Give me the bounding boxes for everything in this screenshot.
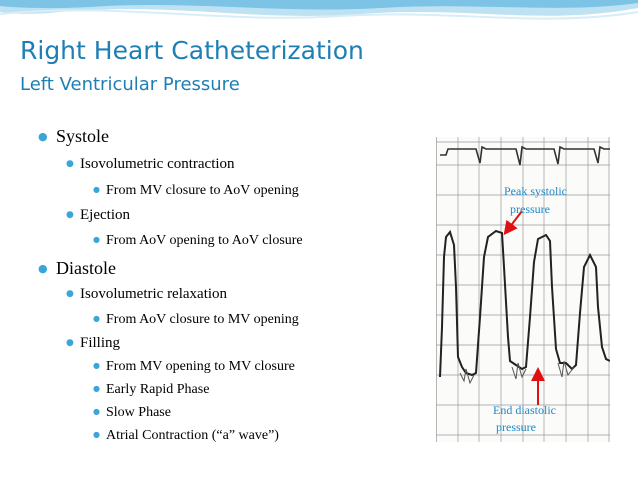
bullet-marker-icon: ● — [93, 314, 100, 323]
bullet-text: Atrial Contraction (“a” wave”) — [106, 428, 279, 443]
bullet-marker-icon: ● — [93, 361, 100, 370]
bullet-text: Isovolumetric contraction — [80, 156, 235, 172]
bullet-diastole — [38, 258, 116, 279]
bullet-text: Diastole — [56, 258, 116, 278]
peak-systolic-label: Peak systolic — [504, 184, 567, 198]
bullet-text: Early Rapid Phase — [106, 382, 210, 397]
end-diastolic-label: End diastolic — [493, 403, 556, 417]
bullet-text: Systole — [56, 126, 110, 146]
bullet-marker-icon: ● — [93, 384, 100, 393]
bullet-marker-icon: ● — [66, 159, 74, 169]
slide-subtitle: Left Ventricular Pressure — [20, 74, 240, 95]
bullet-marker-icon: ● — [66, 210, 74, 220]
bullet-detail — [93, 182, 299, 199]
bullet-text: From AoV closure to MV opening — [106, 312, 299, 327]
bullet-text: From AoV opening to AoV closure — [106, 233, 303, 248]
bullet-isovolumetric-relaxation — [66, 285, 227, 303]
bullet-marker-icon: ● — [93, 430, 100, 439]
lv-pressure-tracing — [436, 137, 610, 442]
bullet-detail — [93, 358, 295, 375]
peak-systolic-label: pressure — [510, 202, 550, 216]
bullet-detail — [93, 232, 303, 249]
bullet-marker-icon: ● — [93, 185, 100, 194]
bullet-systole — [38, 126, 109, 147]
slide-title: Right Heart Catheterization — [20, 36, 364, 65]
bullet-text: Slow Phase — [106, 405, 171, 420]
end-diastolic-label: pressure — [496, 420, 536, 434]
bullet-text: From MV opening to MV closure — [106, 359, 295, 374]
bullet-marker-icon: ● — [93, 235, 100, 244]
bullet-detail — [93, 427, 279, 444]
bullet-marker-icon: ● — [93, 407, 100, 416]
bullet-marker-icon: ● — [38, 262, 48, 275]
bullet-marker-icon: ● — [66, 289, 74, 299]
bullet-text: Isovolumetric relaxation — [80, 286, 228, 302]
bullet-marker-icon: ● — [38, 130, 48, 143]
bullet-text: Filling — [80, 335, 121, 351]
bullet-text: Ejection — [80, 207, 130, 223]
bullet-text: From MV closure to AoV opening — [106, 183, 299, 198]
bullet-filling — [66, 334, 120, 352]
bullet-ejection — [66, 206, 130, 224]
bullet-detail — [93, 381, 209, 398]
bullet-marker-icon: ● — [66, 338, 74, 348]
bullet-detail — [93, 311, 299, 328]
bullet-isovolumetric-contraction — [66, 155, 235, 173]
bullet-detail — [93, 404, 171, 421]
